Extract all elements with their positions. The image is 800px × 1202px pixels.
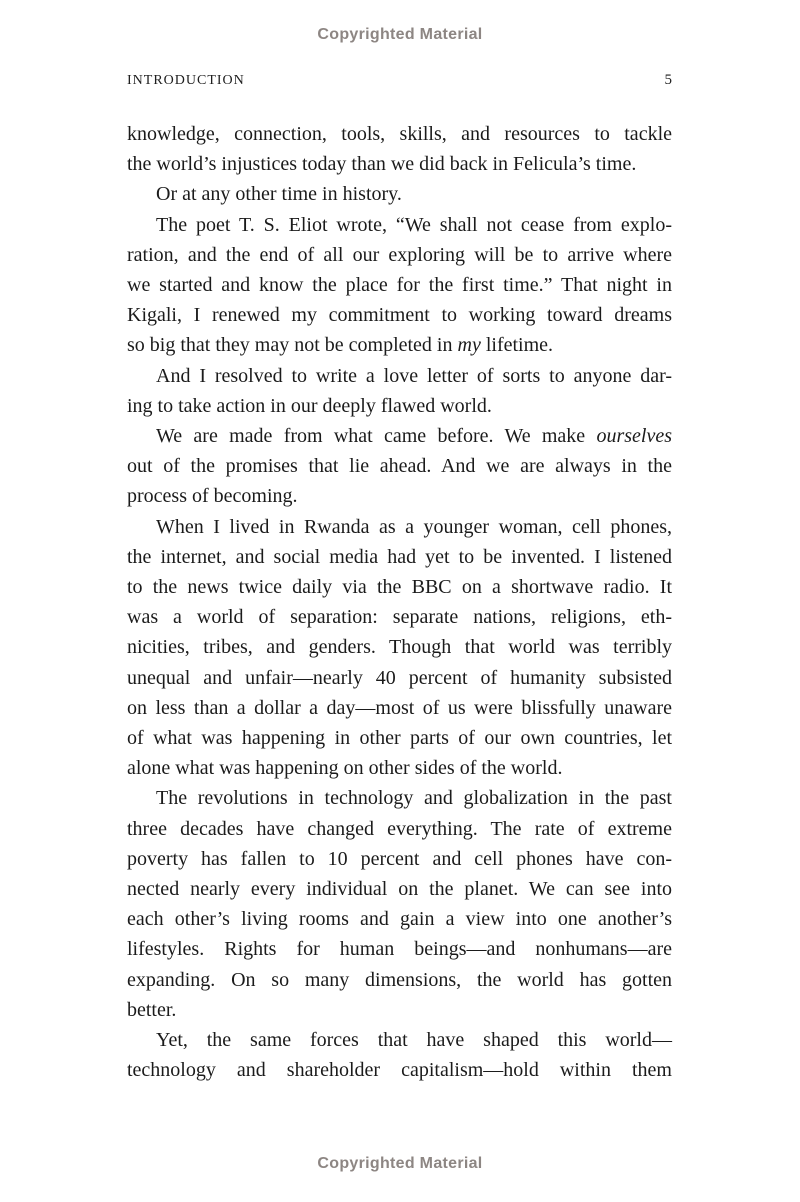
paragraph	[127, 210, 672, 361]
text-line: Yet, the same forces that have shaped this world—	[156, 1029, 672, 1052]
copyright-watermark-top: Copyrighted Material	[317, 26, 483, 43]
text-line: to the news twice daily via the BBC on a shortwave radio. It	[127, 576, 672, 599]
text-line: lifestyles. Rights for human beings—and nonhumans—are	[127, 938, 672, 961]
text-line: unequal and unfair—nearly 40 percent of humanity subsisted	[127, 666, 672, 689]
text-line: The revolutions in technology and globalization in the past	[156, 787, 672, 810]
paragraph	[127, 1025, 672, 1085]
text-line: The poet T. S. Eliot wrote, “We shall not cease from explo-	[156, 213, 672, 236]
text-line: three decades have changed everything. The rate of extreme	[127, 817, 672, 840]
text-line: alone what was happening on other sides of the world.	[127, 757, 563, 780]
text-line: Or at any other time in history.	[156, 183, 402, 206]
text-line: better.	[127, 998, 177, 1021]
text-line: was a world of separation: separate nations, religions, eth-	[127, 606, 672, 629]
paragraph	[127, 119, 672, 179]
text-line: the world’s injustices today than we did back in Felicula’s time.	[127, 153, 637, 176]
text-line: When I lived in Rwanda as a younger woman, cell phones,	[156, 515, 672, 538]
paragraph	[127, 421, 672, 512]
text-line: nicities, tribes, and genders. Though that world was terribly	[127, 636, 672, 659]
text-line: technology and shareholder capitalism—hold within them	[127, 1059, 672, 1082]
text-line: Kigali, I renewed my commitment to working toward dreams	[127, 304, 672, 327]
paragraph	[127, 512, 672, 784]
chapter-title: INTRODUCTION	[127, 73, 245, 88]
running-header	[127, 72, 672, 89]
body-text	[127, 119, 672, 1086]
text-line: We are made from what came before. We make ourselves	[156, 425, 672, 448]
text-line: knowledge, connection, tools, skills, and resources to tackle	[127, 123, 672, 145]
text-line: nected nearly every individual on the planet. We can see into	[127, 878, 672, 901]
text-line: poverty has fallen to 10 percent and cell phones have con-	[127, 847, 672, 870]
text-line: expanding. On so many dimensions, the world has gotten	[127, 968, 672, 991]
text-line: each other’s living rooms and gain a view into one another’s	[127, 908, 672, 931]
text-line: the internet, and social media had yet to be invented. I listened	[127, 545, 672, 568]
text-line: of what was happening in other parts of our own countries, let	[127, 727, 672, 750]
text-line: we started and know the place for the first time.” That night in	[127, 274, 672, 297]
paragraph	[127, 179, 672, 209]
text-line: out of the promises that lie ahead. And we are always in the	[127, 455, 672, 478]
text-line: process of becoming.	[127, 485, 298, 508]
text-line: And I resolved to write a love letter of sorts to anyone dar-	[156, 364, 672, 387]
paragraph	[127, 783, 672, 1025]
copyright-watermark-bottom: Copyrighted Material	[317, 1155, 483, 1172]
text-line: ing to take action in our deeply flawed world.	[127, 394, 492, 417]
text-line: so big that they may not be completed in my lifetime.	[127, 334, 554, 357]
text-line: on less than a dollar a day—most of us were blissfully unaware	[127, 696, 672, 719]
paragraph	[127, 361, 672, 421]
page-number: 5	[664, 72, 672, 88]
text-line: ration, and the end of all our exploring will be to arrive where	[127, 243, 672, 266]
